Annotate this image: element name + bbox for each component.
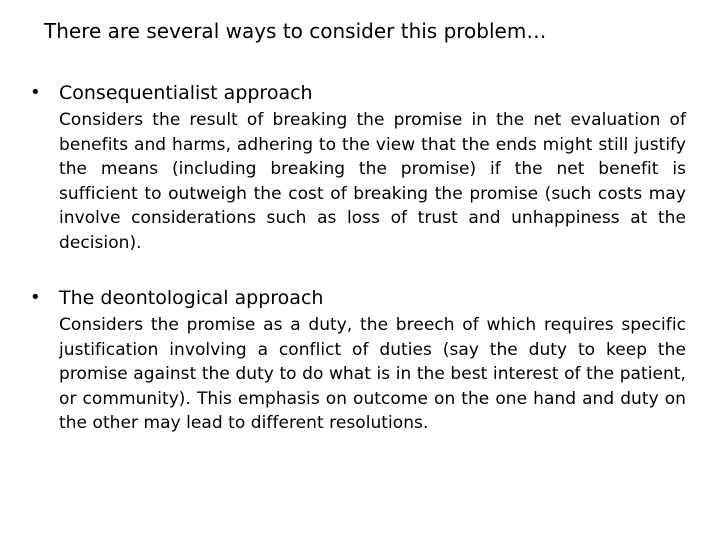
bullet-icon: • bbox=[30, 82, 41, 103]
bullet-heading: Consequentialist approach bbox=[59, 82, 313, 104]
bullet-body: Considers the result of breaking the promise in the net evaluation of benefits and harms, adhering to the view that the ends might still justify the means (including breaking the promise) if the net benefit is sufficient to outweigh the cost of breaking the promise (such costs may involve considerations such as loss of trust and unhappiness at the decision). bbox=[59, 110, 686, 253]
bullet-list bbox=[30, 78, 690, 464]
slide-title: There are several ways to consider this problem… bbox=[44, 19, 547, 43]
bullet-heading: The deontological approach bbox=[59, 287, 324, 309]
bullet-item-consequentialist bbox=[30, 78, 690, 255]
bullet-item-deontological bbox=[30, 283, 690, 436]
bullet-icon: • bbox=[30, 287, 41, 308]
bullet-body: Considers the promise as a duty, the breech of which requires specific justification involving a conflict of duties (say the duty to keep the promise against the duty to do what is in the best interest of the patient, or community). This emphasis on outcome on the one hand and duty on the other may lead to different resolutions. bbox=[59, 315, 686, 433]
